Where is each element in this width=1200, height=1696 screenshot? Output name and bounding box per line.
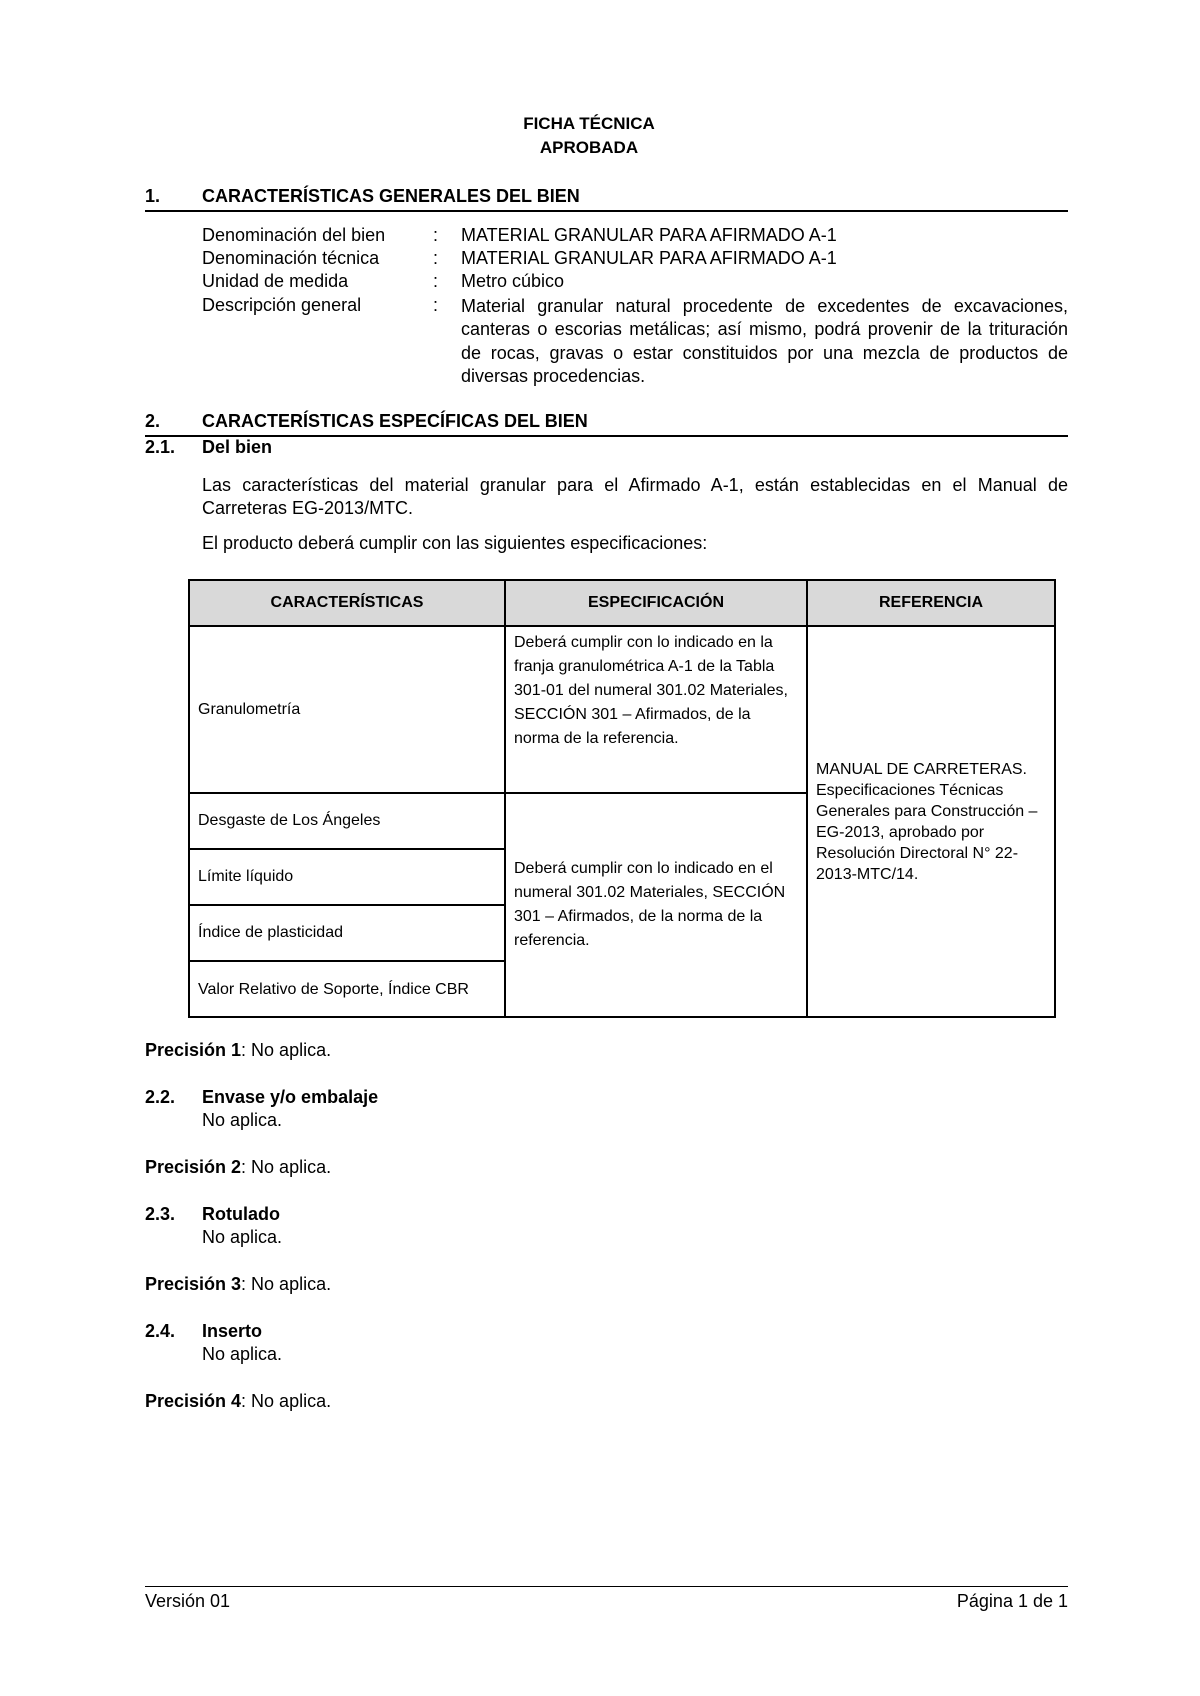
field-value-descripcion-general: Material granular natural procedente de excedentes de excavaciones, canteras o escorias metálicas; así mismo, podrá provenir de la trituración de rocas, gravas o estar constituidos por una mezcla de productos de diversas procedencias. xyxy=(461,296,1068,386)
precision-text: : No aplica. xyxy=(241,1274,332,1294)
precision-4 xyxy=(145,1391,331,1412)
subsection-2-2-text: No aplica. xyxy=(202,1110,283,1130)
field-value-unidad-medida: Metro cúbico xyxy=(461,271,565,291)
precision-label: Precisión 4 xyxy=(145,1391,242,1411)
field-colon: : xyxy=(433,271,439,291)
characteristic-cell: Índice de plasticidad xyxy=(189,905,505,961)
table-header-row xyxy=(189,580,1055,626)
reference-cell: MANUAL DE CARRETERAS. Especificaciones Técnicas Generales para Construcción – EG-2013, aprobado por Resolución Directoral N° 22-2013-MTC/14. xyxy=(807,626,1055,1017)
section-1-number: 1. xyxy=(145,186,161,206)
precision-text: : No aplica. xyxy=(241,1040,332,1060)
intro-paragraph: Las características del material granular para el Afirmado A-1, están establecidas en el Manual de Carreteras EG-2013/MTC. xyxy=(202,475,1068,518)
spec-intro-paragraph: El producto deberá cumplir con las siguientes especificaciones: xyxy=(202,533,708,553)
field-value-denominacion-bien: MATERIAL GRANULAR PARA AFIRMADO A-1 xyxy=(461,225,837,245)
precision-label: Precisión 3 xyxy=(145,1274,242,1294)
table-row xyxy=(189,626,1055,793)
document-subtitle: APROBADA xyxy=(539,138,639,157)
subsection-2-3-number: 2.3. xyxy=(145,1204,176,1224)
subsection-2-4-text: No aplica. xyxy=(202,1344,283,1364)
precision-label: Precisión 1 xyxy=(145,1040,242,1060)
subsection-2-4-title: Inserto xyxy=(202,1321,263,1341)
section-2-heading xyxy=(145,411,1068,437)
header-caracteristicas: CARACTERÍSTICAS xyxy=(189,580,505,626)
specification-cell: Deberá cumplir con lo indicado en la franja granulométrica A-1 de la Tabla 301-01 del numeral 301.02 Materiales, SECCIÓN 301 – Afirmados, de la norma de la referencia. xyxy=(505,626,807,793)
field-label-descripcion-general: Descripción general xyxy=(202,295,362,315)
section-1-title: CARACTERÍSTICAS GENERALES DEL BIEN xyxy=(202,186,580,206)
header-referencia: REFERENCIA xyxy=(807,580,1055,626)
field-value-denominacion-tecnica: MATERIAL GRANULAR PARA AFIRMADO A-1 xyxy=(461,248,837,268)
footer-page-number: Página 1 de 1 xyxy=(956,1591,1068,1611)
subsection-2-1-title: Del bien xyxy=(202,437,273,457)
specifications-table xyxy=(188,579,1056,1018)
field-colon: : xyxy=(433,225,439,245)
subsection-2-3-text: No aplica. xyxy=(202,1227,283,1247)
subsection-2-2-title: Envase y/o embalaje xyxy=(202,1087,379,1107)
field-label-unidad-medida: Unidad de medida xyxy=(202,271,349,291)
subsection-2-1-number: 2.1. xyxy=(145,437,176,457)
subsection-2-2-number: 2.2. xyxy=(145,1087,176,1107)
field-label-denominacion-bien: Denominación del bien xyxy=(202,225,386,245)
precision-label: Precisión 2 xyxy=(145,1157,242,1177)
shared-specification-cell: Deberá cumplir con lo indicado en el numeral 301.02 Materiales, SECCIÓN 301 – Afirmados, de la norma de la referencia. xyxy=(505,793,807,1017)
header-especificacion: ESPECIFICACIÓN xyxy=(505,580,807,626)
characteristic-cell: Desgaste de Los Ángeles xyxy=(189,793,505,849)
section-2-title: CARACTERÍSTICAS ESPECÍFICAS DEL BIEN xyxy=(202,411,588,431)
characteristic-cell: Valor Relativo de Soporte, Índice CBR xyxy=(189,961,505,1017)
precision-1 xyxy=(145,1040,331,1061)
precision-text: : No aplica. xyxy=(241,1391,332,1411)
subsection-2-3-title: Rotulado xyxy=(202,1204,280,1224)
document-title: FICHA TÉCNICA xyxy=(523,114,655,133)
footer-version: Versión 01 xyxy=(145,1591,231,1611)
field-colon: : xyxy=(433,248,439,268)
precision-3 xyxy=(145,1274,331,1295)
characteristic-cell: Granulometría xyxy=(189,626,505,793)
section-2-number: 2. xyxy=(145,411,161,431)
field-colon: : xyxy=(433,295,439,315)
footer-divider xyxy=(145,1586,1068,1587)
precision-2 xyxy=(145,1157,331,1178)
precision-text: : No aplica. xyxy=(241,1157,332,1177)
subsection-2-4-number: 2.4. xyxy=(145,1321,176,1341)
section-1-heading xyxy=(145,186,1068,212)
characteristic-cell: Límite líquido xyxy=(189,849,505,905)
field-label-denominacion-tecnica: Denominación técnica xyxy=(202,248,380,268)
